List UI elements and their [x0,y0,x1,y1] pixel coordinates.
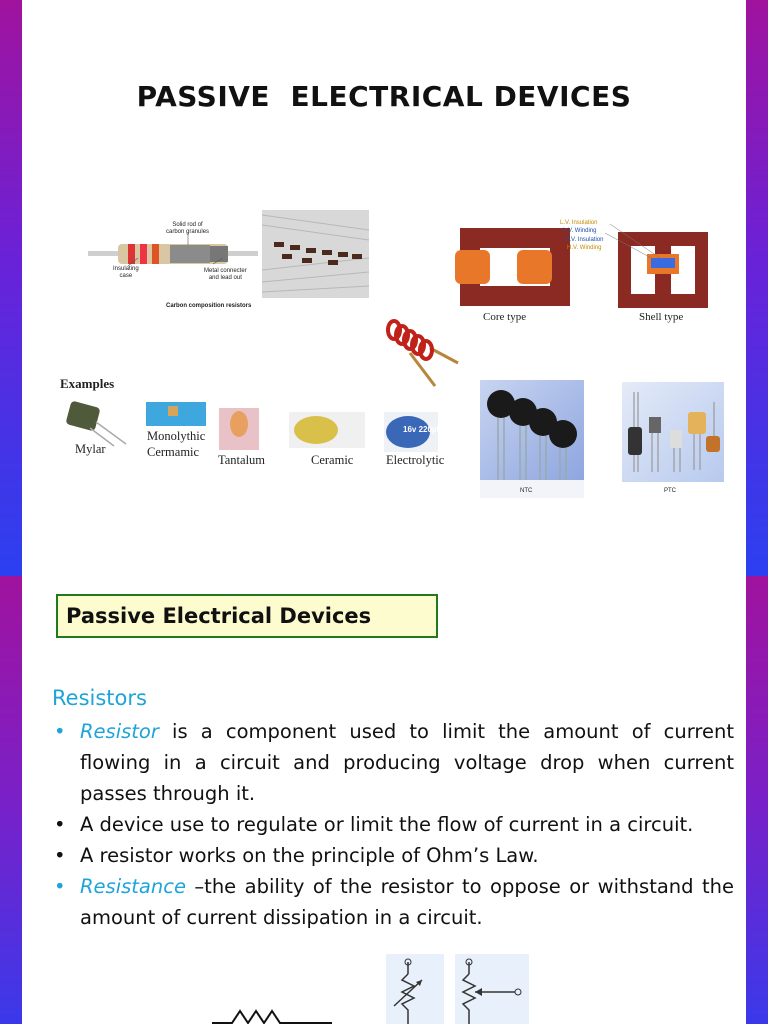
bullet-text: –the ability of the resistor to oppose or withstand the amount of current dissipation in a circuit. [80,875,734,929]
bullet-term: Resistor [80,720,159,743]
ntc-thermistor-photo [480,380,584,498]
bullet-list [52,716,734,933]
capacitor-label-mylar: Mylar [75,442,106,456]
bullet-text: A resistor works on the principle of Ohm’s Law. [80,844,539,867]
slide2-left-bar [0,576,22,1024]
carbon-resistor-diagram [88,218,258,313]
ptc-caption: PTC [664,488,676,494]
electrolytic-marking: 16v 220µF [403,425,442,434]
variable-resistor-symbol [386,954,444,1024]
capacitor-label-monolythic: Monolythic Cermamic [147,429,206,459]
slide2-right-bar [746,576,768,1024]
ntc-caption: NTC [520,488,533,494]
bullet-term: Resistance [80,875,186,898]
examples-heading: Examples [60,376,115,391]
resistors-photo [262,210,369,298]
bullet-dot: • [54,875,66,898]
bullet-item [52,809,734,840]
bullet-dot: • [54,844,66,867]
transformer-diagram [455,218,715,328]
bullet-item [52,871,734,933]
slide1-title: PASSIVE ELECTRICAL DEVICES [136,80,632,113]
inductor-coil-photo [380,318,462,390]
callout-metal-connector: Metal connecter and lead out [204,268,247,281]
bullet-dot: • [54,720,66,743]
potentiometer-symbol [455,954,529,1024]
bullet-text: A device use to regulate or limit the flow of current in a circuit. [80,813,694,836]
bullet-dot: • [54,813,66,836]
bullet-item [52,716,734,809]
shell-type-caption: Shell type [639,311,684,323]
label-hv-winding: H.V. Winding [567,245,602,251]
slide2-box-title: Passive Electrical Devices [56,594,438,638]
bullet-text: is a component used to limit the amount of current flowing in a circuit and producing voltage drop when current passes through it. [80,720,734,805]
capacitor-label-electrolytic: Electrolytic [386,453,445,467]
label-lv-insulation: L.V. Insulation [560,220,598,226]
callout-carbon-rod: Solid rod of carbon granules [166,222,210,235]
label-lv-winding: L.V. Winding [563,228,597,234]
capacitor-label-ceramic: Ceramic [311,453,354,467]
label-hv-insulation: H.V. Insulation [565,237,604,243]
bullet-item [52,840,734,871]
resistor-symbol-fixed [212,1008,332,1024]
capacitor-label-tantalum: Tantalum [218,453,266,467]
carbon-resistor-caption: Carbon composition resistors [166,303,252,309]
ptc-thermistor-photo [622,382,724,498]
core-type-caption: Core type [483,311,527,323]
section-heading-resistors: Resistors [52,686,147,710]
callout-insulating-case: Insulating case [113,266,139,279]
slide-divider [22,575,746,577]
